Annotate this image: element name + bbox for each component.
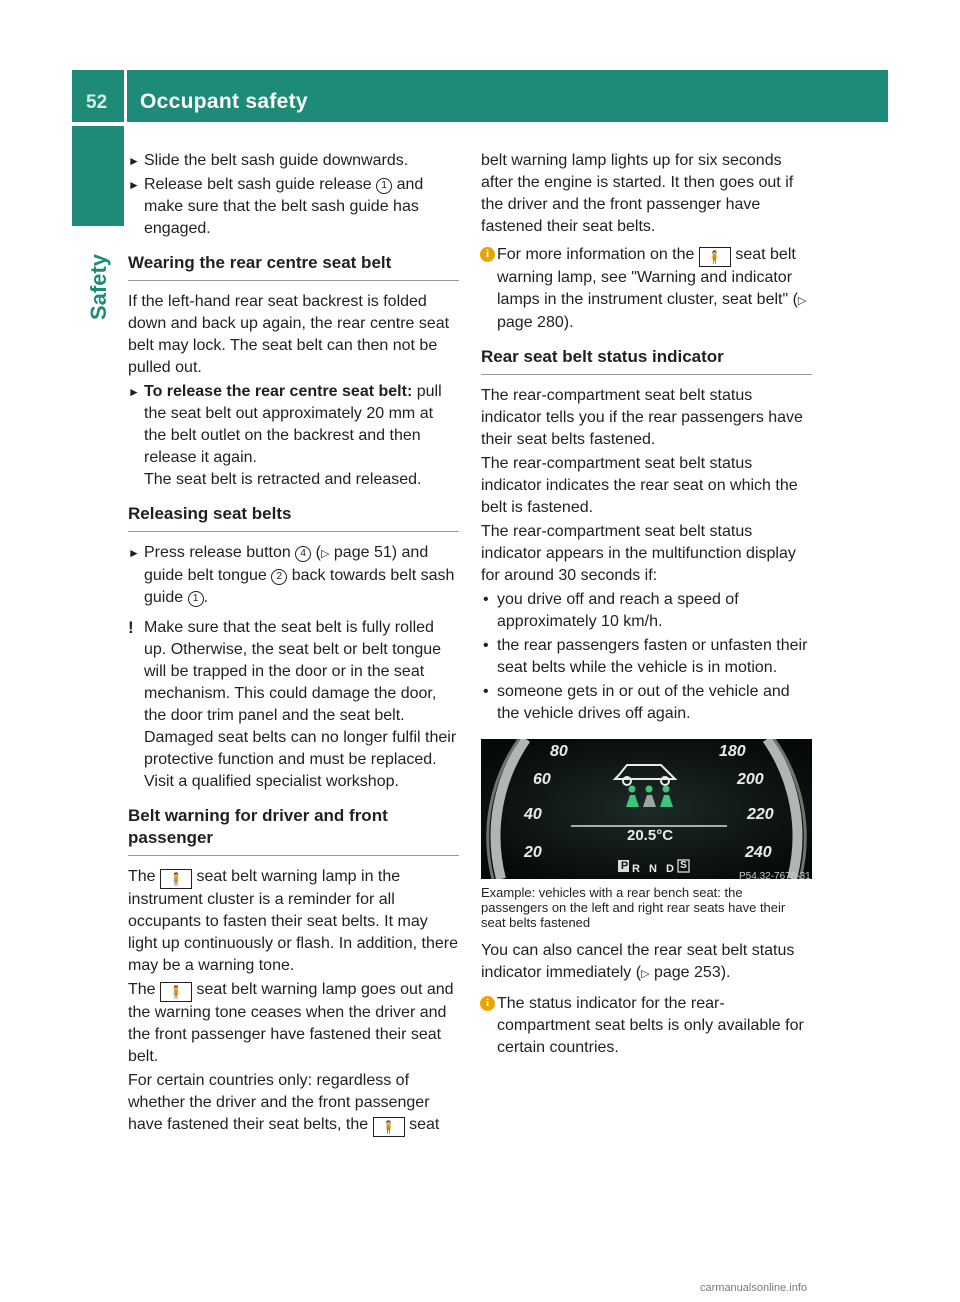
speed-label: 240 — [745, 844, 772, 861]
warning-note: ! Make sure that the seat belt is fully rolled up. Otherwise, the seat belt or belt tongue will be trapped in the door or in the seat mechanism. This could damage the door, the door trim panel and the seat belt. Damaged seat belts can no longer fulfil their protective function and must be replaced. Visit a qualified specialist workshop. — [128, 618, 457, 790]
heading-belt-warning: Belt warning for driver and front passenger — [128, 805, 459, 856]
paragraph: The rear-compartment seat belt status indicator appears in the multifunction display for around 30 seconds if: — [481, 523, 796, 584]
paragraph: You can also cancel the rear seat belt status indicator immediately (▷ page 253). — [481, 942, 795, 981]
seatbelt-person-icon: 🧍 — [373, 1117, 405, 1137]
paragraph: For certain countries only: regardless of whether the driver and the front passenger have fastened their seat belts, the 🧍 seat — [128, 1070, 459, 1137]
list-item: • you drive off and reach a speed of approximately 10 km/h. — [483, 591, 739, 630]
list-item: • someone gets in or out of the vehicle and the vehicle drives off again. — [483, 683, 790, 722]
header-divider — [124, 70, 127, 122]
left-column — [128, 150, 459, 1139]
seatbelt-person-icon: 🧍 — [699, 247, 731, 267]
page-number: 52 — [86, 92, 108, 113]
info-icon: i — [480, 996, 495, 1011]
arrow-step-icon: ► — [128, 385, 140, 399]
figure-caption: Example: vehicles with a rear bench seat: the passengers on the left and right rear seats have their seat belts fastened — [481, 885, 786, 930]
speed-label: 60 — [533, 771, 551, 788]
paragraph: The 🧍 seat belt warning lamp goes out and the warning tone ceases when the driver and the front passenger have fastened their seat belt. — [128, 981, 454, 1065]
speed-label: 80 — [550, 743, 568, 760]
heading-releasing: Releasing seat belts — [128, 503, 459, 532]
section-tab — [72, 126, 124, 226]
paragraph: If the left-hand rear seat backrest is folded down and back up again, the rear centre seat belt may lock. The seat belt can then not be pulled out. — [128, 293, 450, 376]
gear-park: P — [620, 860, 629, 872]
paragraph: The 🧍 seat belt warning lamp in the instrument cluster is a reminder for all occupants to fasten their seat belts. It may light up continuously or flash. In addition, there may be a warning tone. — [128, 868, 458, 974]
instrument-cluster-image — [481, 739, 812, 879]
callout-number: 1 — [188, 591, 204, 607]
step-item: ► To release the rear centre seat belt: pull the seat belt out approximately 20 mm at the belt outlet on the backrest and then release it again. The seat belt is retracted and released. — [128, 383, 442, 488]
arrow-step-icon: ► — [128, 154, 140, 168]
paragraph: The rear-compartment seat belt status indicator indicates the rear seat on which the belt is fastened. — [481, 455, 798, 516]
triangle-ref-icon: ▷ — [797, 295, 807, 307]
heading-rear-centre: Wearing the rear centre seat belt — [128, 252, 459, 281]
exclamation-icon: ! — [128, 618, 134, 637]
step-item: ► Press release button 4 (▷ page 51) and guide belt tongue 2 back towards belt sash guide 1 . — [128, 544, 455, 606]
page-title: Occupant safety — [140, 90, 308, 113]
speed-label: 180 — [719, 743, 746, 760]
arrow-step-icon: ► — [128, 546, 140, 560]
step-item: ► Slide the belt sash guide downwards. — [128, 150, 459, 172]
right-column — [481, 150, 812, 1061]
triangle-ref-icon: ▷ — [641, 968, 650, 980]
callout-number: 1 — [376, 178, 392, 194]
speed-label: 220 — [747, 806, 774, 823]
speed-label: 40 — [524, 806, 542, 823]
seatbelt-person-icon: 🧍 — [160, 982, 192, 1002]
list-item: • the rear passengers fasten or unfasten their seat belts while the vehicle is in motion. — [483, 637, 808, 676]
paragraph: belt warning lamp lights up for six seconds after the engine is started. It then goes out if the driver and the front passenger have fastened their seat belts. — [481, 152, 794, 235]
triangle-ref-icon: ▷ — [320, 548, 330, 560]
seatbelt-person-icon: 🧍 — [160, 869, 192, 889]
watermark: carmanualsonline.info — [700, 1282, 808, 1294]
speed-label: 20 — [524, 844, 542, 861]
speed-label: 200 — [737, 771, 764, 788]
mode-indicator: S — [680, 860, 687, 871]
gear-indicator: R N D — [632, 863, 677, 875]
step-item: ► Release belt sash guide release 1 and make sure that the belt sash guide has engaged. — [128, 176, 424, 237]
callout-number: 4 — [295, 546, 311, 562]
arrow-step-icon: ► — [128, 178, 140, 192]
temperature-readout: 20.5°C — [627, 827, 674, 844]
paragraph: The rear-compartment seat belt status indicator tells you if the rear passengers have their seat belts fastened. — [481, 387, 803, 448]
section-label: Safety — [86, 253, 111, 321]
info-note: i For more information on the 🧍 seat belt warning lamp, see "Warning and indicator lamps in the instrument cluster, seat belt" (▷ page 280). — [481, 244, 812, 334]
image-code: P54.32-7678-31 — [739, 871, 811, 879]
callout-number: 2 — [271, 569, 287, 585]
heading-status-indicator: Rear seat belt status indicator — [481, 346, 812, 375]
info-note: i The status indicator for the rear-compartment seat belts is only available for certain countries. — [481, 993, 812, 1059]
info-icon: i — [480, 247, 495, 262]
